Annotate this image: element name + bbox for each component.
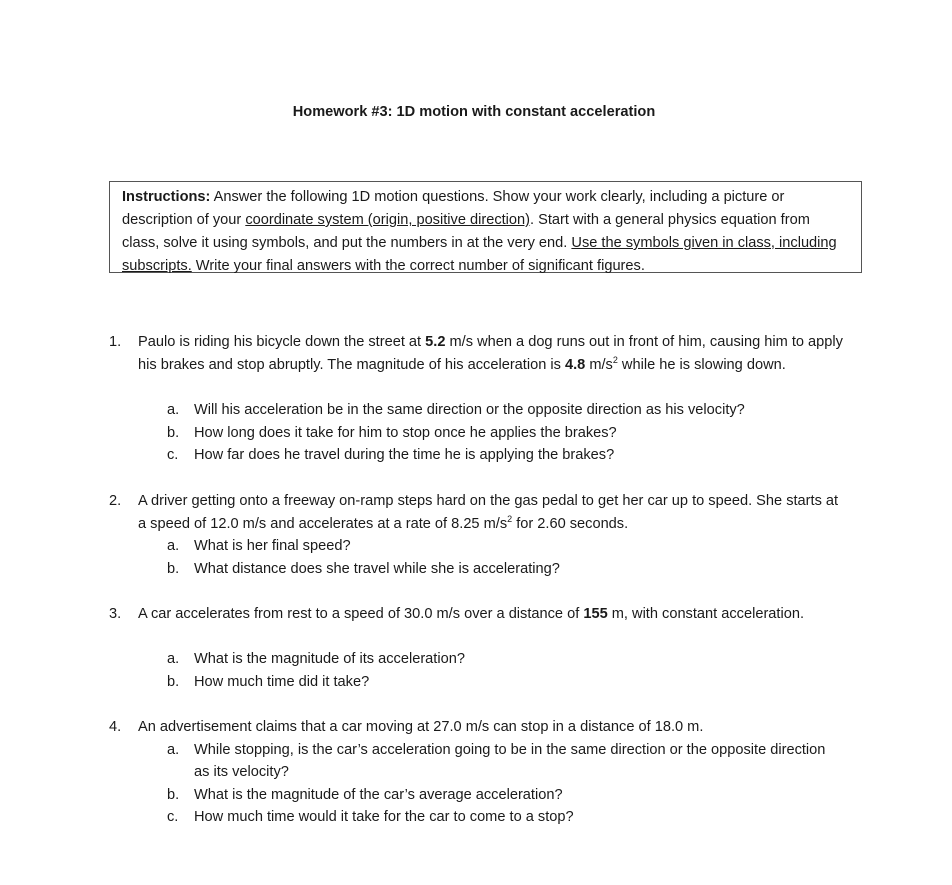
sub-text: What is the magnitude of the car’s average acceleration? (194, 786, 563, 803)
list-item (0, 806, 952, 829)
sub-label: a. (167, 402, 180, 418)
instructions-label: Instructions: (122, 189, 211, 205)
bold-value: 155 (583, 606, 608, 622)
question-number: 3. (109, 606, 122, 622)
question-text-part: A car accelerates from rest to a speed of 30.0 m/s over a distance of (138, 606, 584, 622)
question-number: 2. (109, 493, 122, 509)
sub-label: b. (167, 786, 180, 803)
list-item (0, 648, 952, 671)
superscript: 2 (507, 513, 513, 524)
question-text-part: An advertisement claims that a car moving at 27.0 m/s can stop in a distance of 18.0 m. (138, 719, 704, 735)
instructions-text-1: Answer the following 1D motion questions. Show your work clearly, including a picture or description of your (122, 189, 785, 228)
sub-label: b. (167, 673, 180, 690)
sub-text: What is the magnitude of its acceleration? (194, 651, 465, 667)
sub-text: Will his acceleration be in the same direction or the opposite direction as his velocity? (194, 402, 745, 418)
question-text (138, 490, 843, 535)
question-number: 1. (109, 334, 122, 350)
sub-label: b. (167, 560, 180, 577)
question-text-part: Paulo is riding his bicycle down the street at (138, 334, 426, 350)
question-text-part: A driver getting onto a freeway on-ramp steps hard on the gas pedal to get her car up to speed. She starts at a speed of 12.0 m/s and accelerates at a rate of 8.25 m/s (138, 493, 839, 532)
bold-value: 5.2 (425, 334, 446, 350)
sub-text: What is her final speed? (194, 538, 351, 554)
list-item (0, 535, 952, 558)
instructions-underline-coordinate: coordinate system (origin, positive direction) (245, 212, 531, 228)
question-text (138, 603, 843, 626)
sub-label: c. (167, 809, 179, 825)
sub-text: How much time did it take? (194, 673, 370, 690)
instructions-text-2: . Start with a general physics equation from class, solve it using symbols, and put the numbers in at the very end. (122, 212, 810, 251)
question-text-part: m/s (585, 356, 613, 373)
list-item (0, 558, 952, 581)
sub-label: a. (167, 741, 180, 758)
instructions-text-3: Write your final answers with the correct number of significant figures. (191, 258, 645, 274)
question-number: 4. (109, 719, 122, 735)
sub-text: How long does it take for him to stop once he applies the brakes? (194, 424, 617, 441)
sub-text: How much time would it take for the car to come to a stop? (194, 809, 574, 825)
list-item (0, 784, 952, 807)
sub-text: While stopping, is the car’s acceleration going to be in the same direction or the opposite direction as its velocity? (194, 741, 826, 780)
sub-label: a. (167, 651, 180, 667)
sub-label: c. (167, 447, 179, 463)
list-item (0, 671, 952, 694)
question-text-part: while he is slowing down. (617, 356, 786, 373)
sub-text: How far does he travel during the time he is applying the brakes? (194, 447, 615, 463)
list-item (0, 399, 952, 422)
instructions-underline-symbols: Use the symbols given in class, including subscripts. (122, 235, 837, 274)
list-item (0, 422, 952, 445)
instructions-box (109, 181, 862, 273)
bold-value: 4.8 (564, 356, 586, 373)
page-title: Homework #3: 1D motion with constant acceleration (292, 104, 656, 120)
sub-text: What distance does she travel while she is accelerating? (194, 560, 560, 577)
sub-label: a. (167, 538, 180, 554)
list-item (0, 444, 952, 467)
question-text-part: m, with constant acceleration. (607, 606, 804, 622)
question-text (138, 331, 843, 376)
question-text-part: for 2.60 seconds. (512, 515, 629, 532)
question-text-part: m/s when a dog runs out in front of him, causing him to apply his brakes and stop abruptly. The magnitude of his acceleration is (138, 334, 843, 373)
superscript: 2 (612, 354, 618, 365)
sub-label: b. (167, 424, 180, 441)
question-text (138, 716, 843, 739)
list-item (0, 739, 952, 784)
